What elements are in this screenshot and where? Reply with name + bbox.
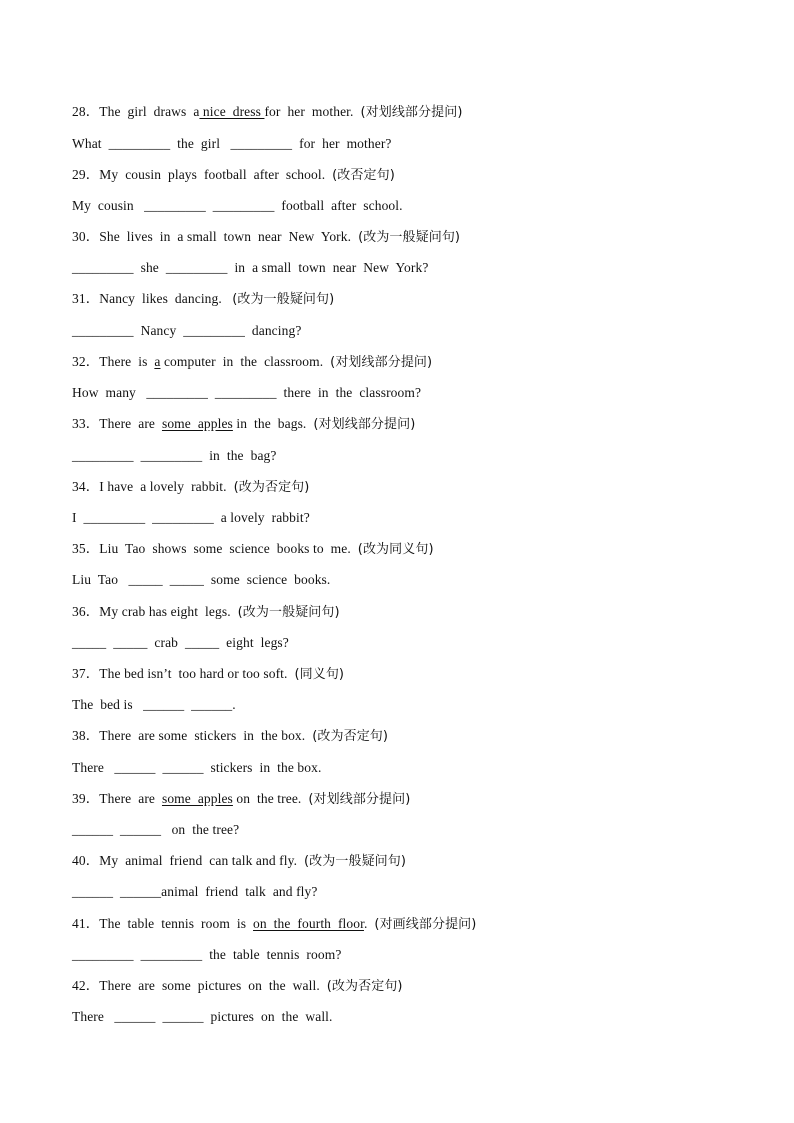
instruction: (改为一般疑问句): [232, 292, 335, 307]
question-text: 41．The table tennis room is: [72, 916, 254, 931]
underlined-part: some apples: [161, 416, 233, 431]
underlined-part: on the fourth floor: [253, 916, 364, 931]
answer-line[interactable]: ______ ______animal friend talk and fly?: [72, 884, 318, 899]
question-line: [72, 665, 344, 684]
question-text: 32．There is: [72, 354, 155, 369]
question-text: 34．I have a lovely rabbit.: [72, 479, 234, 494]
question-text: 30．She lives in a small town near New York.: [72, 229, 359, 244]
answer-line[interactable]: My cousin _________ _________ football after school.: [72, 198, 403, 213]
question-text: 28．The girl draws a: [72, 104, 200, 119]
question-text-rest: on the tree.: [232, 791, 309, 806]
question-text: 29．My cousin plays football after school.: [72, 167, 333, 182]
answer-line[interactable]: _________ _________ the table tennis room?: [72, 947, 342, 962]
instruction: (同义句): [294, 667, 345, 682]
instruction: (改为一般疑问句): [304, 854, 407, 869]
answer-line[interactable]: What _________ the girl _________ for her mother?: [72, 136, 392, 151]
instruction: (对划线部分提问): [360, 105, 463, 120]
instruction: (改为否定句): [233, 480, 310, 495]
question-line: [72, 166, 395, 185]
question-line: [72, 228, 460, 247]
question-text: 39．There are: [72, 791, 162, 806]
question-line: [72, 852, 406, 871]
instruction: (改为同义句): [357, 542, 434, 557]
question-text: 40．My animal friend can talk and fly.: [72, 853, 305, 868]
question-text-rest: in the bags.: [232, 416, 314, 431]
answer-line[interactable]: _________ she _________ in a small town near New York?: [72, 260, 429, 275]
instruction: (改为否定句): [312, 729, 389, 744]
question-text: 31．Nancy likes dancing.: [72, 291, 233, 306]
answer-line[interactable]: _________ Nancy _________ dancing?: [72, 323, 302, 338]
question-text: 35．Liu Tao shows some science books to me.: [72, 541, 358, 556]
question-line: [72, 915, 476, 934]
question-line: [72, 103, 463, 122]
question-text: 42．There are some pictures on the wall.: [72, 978, 327, 993]
answer-line[interactable]: Liu Tao _____ _____ some science books.: [72, 572, 331, 587]
question-line: [72, 603, 340, 622]
question-text: 36．My crab has eight legs.: [72, 604, 238, 619]
answer-line[interactable]: How many _________ _________ there in the classroom?: [72, 385, 422, 400]
instruction: (改为否定句): [326, 979, 403, 994]
underlined-part: some apples: [161, 791, 233, 806]
question-line: [72, 790, 410, 809]
question-line: [72, 415, 415, 434]
instruction: (改为一般疑问句): [358, 230, 461, 245]
question-text: 33．There are: [72, 416, 162, 431]
underlined-part: nice dress: [199, 104, 265, 119]
answer-line[interactable]: I _________ _________ a lovely rabbit?: [72, 510, 310, 525]
instruction: (对划线部分提问): [308, 792, 411, 807]
question-line: [72, 353, 432, 372]
answer-line[interactable]: _____ _____ crab _____ eight legs?: [72, 635, 289, 650]
question-text-rest: .: [363, 916, 375, 931]
answer-line[interactable]: The bed is ______ ______.: [72, 697, 236, 712]
instruction: (对划线部分提问): [330, 355, 433, 370]
question-text-rest: computer in the classroom.: [160, 354, 331, 369]
underlined-part: a: [154, 354, 161, 369]
question-line: [72, 727, 388, 746]
question-line: [72, 977, 403, 996]
instruction: (改为一般疑问句): [237, 605, 340, 620]
question-line: [72, 540, 434, 559]
question-line: [72, 478, 309, 497]
question-text: 37．The bed isn’t too hard or too soft.: [72, 666, 295, 681]
instruction: (改否定句): [332, 168, 395, 183]
answer-line[interactable]: ______ ______ on the tree?: [72, 822, 240, 837]
answer-line[interactable]: There ______ ______ stickers in the box.: [72, 760, 322, 775]
question-text: 38．There are some stickers in the box.: [72, 728, 313, 743]
instruction: (对划线部分提问): [313, 417, 416, 432]
instruction: (对画线部分提问): [374, 917, 477, 932]
answer-line[interactable]: There ______ ______ pictures on the wall.: [72, 1009, 333, 1024]
answer-line[interactable]: _________ _________ in the bag?: [72, 448, 277, 463]
question-text-rest: for her mother.: [264, 104, 361, 119]
question-line: [72, 290, 334, 309]
